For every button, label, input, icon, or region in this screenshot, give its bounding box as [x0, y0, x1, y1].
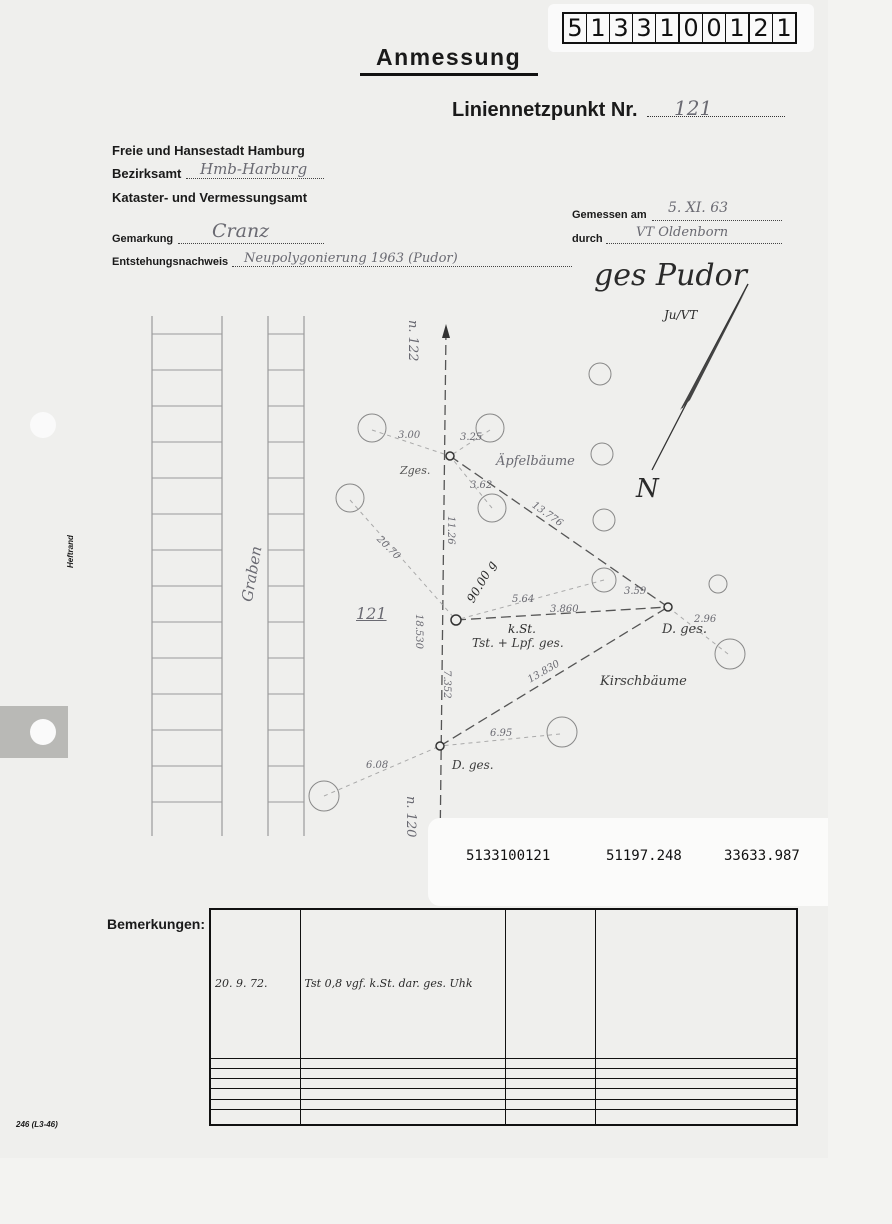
table-cell — [505, 1099, 595, 1109]
sheet-digit: 3 — [633, 14, 656, 42]
table-cell — [505, 1068, 595, 1078]
table-cell — [505, 1110, 595, 1125]
entstehung-label: Entstehungsnachweis — [112, 256, 229, 268]
table-cell — [505, 1089, 595, 1099]
tree-symbol — [591, 443, 613, 465]
gemarkung-label: Gemarkung — [112, 233, 174, 245]
table-cell — [300, 1068, 505, 1078]
point-number-value: 121 — [674, 96, 713, 120]
table-row — [210, 909, 797, 1058]
authority-line-3: Kataster- und Vermessungsamt — [112, 190, 308, 205]
coordinate-y: 33633.987 — [724, 848, 800, 864]
tree-symbol — [709, 575, 727, 593]
table-cell: Tst 0,8 vgf. k.St. dar. ges. Uhk — [300, 909, 505, 1058]
sheet-digit: 0 — [680, 14, 703, 42]
table-cell — [210, 1110, 300, 1125]
entstehung-line — [232, 266, 572, 267]
measure-label: 3.59 — [624, 586, 647, 597]
table-cell — [595, 1079, 797, 1089]
sheet-digit: 0 — [703, 14, 726, 42]
tie-line — [324, 746, 440, 796]
station-point — [436, 742, 444, 750]
table-cell — [210, 1089, 300, 1099]
durch-line — [606, 243, 782, 244]
table-cell — [505, 1079, 595, 1089]
bezirk-line — [186, 178, 324, 179]
table-cell — [505, 1058, 595, 1068]
table-row — [210, 1058, 797, 1068]
sheet-number — [562, 12, 797, 44]
table-row — [210, 1079, 797, 1089]
measure-label: 3.25 — [460, 432, 483, 443]
table-cell — [300, 1089, 505, 1099]
table-cell — [210, 1099, 300, 1109]
measure-label: 18.530 — [413, 614, 424, 649]
remarks-table — [209, 908, 798, 1126]
table-cell — [300, 1058, 505, 1068]
measure-label: 13.776 — [529, 500, 565, 530]
authority-line-1: Freie und Hansestadt Hamburg — [112, 143, 305, 158]
measure-label: 2.96 — [694, 614, 717, 625]
table-cell — [505, 909, 595, 1058]
apfel-label: Äpfelbäume — [496, 454, 575, 469]
gemessen-line — [652, 220, 782, 221]
point-120-label: n. 120 — [403, 796, 418, 838]
bezirk-value: Hmb-Harburg — [200, 160, 308, 178]
table-cell — [595, 1058, 797, 1068]
station-point — [446, 452, 454, 460]
table-row — [210, 1089, 797, 1099]
measure-label: 11.26 — [445, 516, 456, 545]
bezirk-label: Bezirksamt — [112, 166, 182, 181]
point-number-label: Liniennetzpunkt Nr. — [452, 99, 638, 121]
arrow-head — [442, 324, 450, 338]
punch-hole-bottom — [30, 719, 56, 745]
title-underline — [360, 73, 538, 76]
sheet-digit: 5 — [564, 14, 587, 42]
angle-label: 90.00 g — [464, 558, 500, 605]
durch-value: VT Oldenborn — [636, 225, 729, 240]
sheet-digit: 3 — [610, 14, 633, 42]
point-121-label: 121 — [356, 604, 387, 623]
measure-label: 3.860 — [550, 604, 579, 615]
station-point — [451, 615, 461, 625]
measure-label: 7.352 — [441, 670, 452, 699]
remarks-label: Bemerkungen: — [107, 916, 206, 932]
gemessen-value: 5. XI. 63 — [668, 200, 729, 216]
sheet-digit: 1 — [776, 14, 792, 42]
point-122-label: n. 122 — [405, 320, 420, 362]
measure-label: 5.64 — [512, 594, 535, 605]
table-cell — [300, 1110, 505, 1125]
measure-label: 6.08 — [366, 760, 389, 771]
measure-label: 13.830 — [526, 658, 562, 686]
coordinate-x: 51197.248 — [606, 848, 682, 864]
tree-symbol — [715, 639, 745, 669]
north-label: N — [636, 474, 659, 504]
table-cell — [210, 1058, 300, 1068]
point-number-line — [647, 116, 785, 117]
kst-label: k.St. — [508, 622, 536, 636]
table-row — [210, 1068, 797, 1078]
table-cell — [210, 1068, 300, 1078]
graben-label: Graben — [238, 544, 266, 604]
tree-symbol — [593, 509, 615, 531]
form-code: 246 (L3-46) — [16, 1120, 58, 1129]
measure-label: 3.62 — [470, 480, 493, 491]
gemessen-label: Gemessen am — [572, 209, 647, 221]
sheet-digit: 2 — [750, 14, 773, 42]
entstehung-value: Neupolygonierung 1963 (Pudor) — [244, 251, 458, 266]
table-cell — [300, 1079, 505, 1089]
durch-label: durch — [572, 233, 603, 245]
survey-line-main — [440, 330, 446, 850]
tree-symbol — [358, 414, 386, 442]
dges-right-label: D. ges. — [662, 622, 708, 637]
coordinate-id: 5133100121 — [466, 848, 551, 864]
table-cell — [595, 909, 797, 1058]
table-cell — [595, 1099, 797, 1109]
table-row — [210, 1099, 797, 1109]
sheet-digit: 1 — [726, 14, 750, 42]
dges-bottom-label: D. ges. — [452, 758, 494, 772]
page-title: Anmessung — [376, 44, 522, 70]
table-cell — [595, 1068, 797, 1078]
tree-symbol — [336, 484, 364, 512]
measure-label: 3.00 — [398, 430, 421, 441]
table-cell — [595, 1089, 797, 1099]
table-cell — [300, 1099, 505, 1109]
table-cell — [595, 1110, 797, 1125]
tree-symbol — [547, 717, 577, 747]
table-cell — [210, 1079, 300, 1089]
measure-label: 6.95 — [490, 728, 513, 739]
zges-label: Zges. — [400, 464, 431, 477]
tie-line — [350, 500, 456, 620]
binding-margin-label: Heftrand — [66, 535, 75, 568]
tst-label: Tst. + Lpf. ges. — [472, 636, 564, 650]
signature-initials: Ju/VT — [664, 308, 698, 322]
table-row — [210, 1110, 797, 1125]
station-point — [664, 603, 672, 611]
gemarkung-value: Cranz — [212, 220, 270, 242]
punch-hole-top — [30, 412, 56, 438]
sheet-digit: 1 — [656, 14, 680, 42]
gemarkung-line — [178, 243, 324, 244]
sheet-digit: 1 — [587, 14, 610, 42]
kirsch-label: Kirschbäume — [600, 674, 687, 689]
signature: ges Pudor — [594, 258, 748, 293]
tree-symbol — [589, 363, 611, 385]
measure-label: 20.70 — [374, 534, 403, 563]
table-cell: 20. 9. 72. — [210, 909, 300, 1058]
